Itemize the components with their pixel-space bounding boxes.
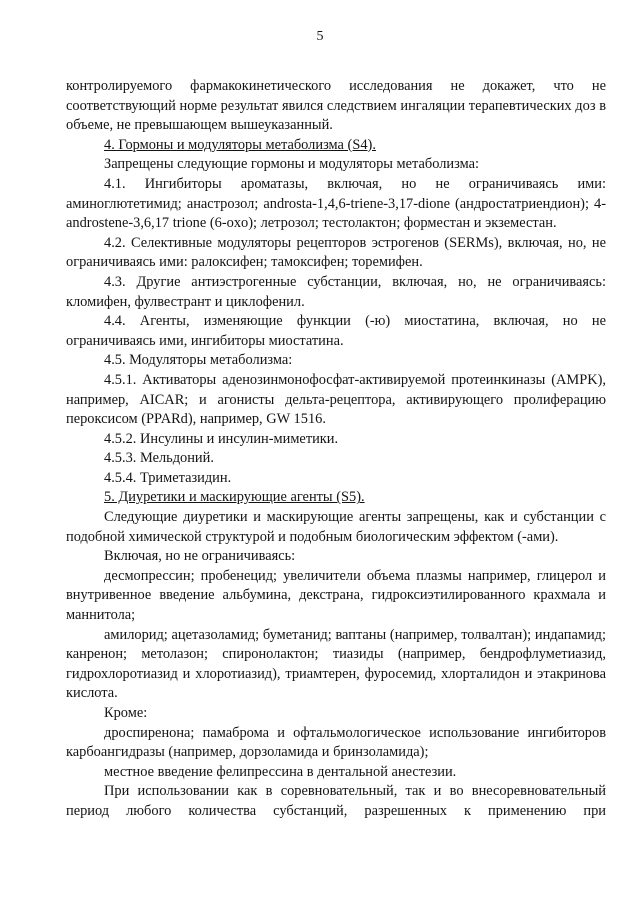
paragraph-4-5-3: 4.5.3. Мельдоний.: [104, 450, 214, 467]
paragraph-prohibited-hormones: Запрещены следующие гормоны и модуляторы метаболизма:: [104, 156, 479, 173]
document-body: [66, 77, 606, 822]
paragraph-4-3: 4.3. Другие антиэстрогенные субстанции, включая, но, не ограничиваясь: кломифен, фулвестрант и циклофенил.: [66, 273, 606, 310]
paragraph-including: Включая, но не ограничиваясь:: [104, 548, 296, 565]
paragraph-diuretics-intro: Следующие диуретики и маскирующие агенты запрещены, как и субстанции с подобной химической структурой и подобным биологическим эффектом (-ами).: [66, 509, 606, 545]
paragraph-except: Кроме:: [104, 705, 148, 721]
paragraph-4-4: 4.4. Агенты, изменяющие функции (-ю) миостатина, включая, но не ограничиваясь ими, ингибиторы миостатина.: [66, 313, 606, 349]
paragraph-4-1: 4.1. Ингибиторы ароматазы, включая, но не ограничиваясь ими: аминоглютетимид; анастрозол; androsta-1,4,6-triene-3,17-dione (андростатриендион); 4-androstene-3,6,17 trione (6-oxo); летрозол; тестолактон; форместан и экземестан.: [66, 175, 606, 232]
paragraph-4-5: 4.5. Модуляторы метаболизма:: [104, 352, 293, 369]
paragraph-felypressin: местное введение фелипрессина в дентальной анестезии.: [104, 763, 457, 780]
section-heading-s5: 5. Диуретики и маскирующие агенты (S5).: [104, 489, 365, 506]
paragraph-continues-next-page: При использовании как в соревновательный, так и во внесоревновательный период любого количества субстанций, разрешенных к применению при: [66, 783, 606, 819]
paragraph-4-2: 4.2. Селективные модуляторы рецепторов эстрогенов (SERMs), включая, но, не ограничиваясь ими: ралоксифен; тамоксифен; торемифен.: [66, 234, 606, 271]
paragraph-4-5-4: 4.5.4. Триметазидин.: [104, 469, 232, 486]
paragraph-amiloride: амилорид; ацетазоламид; буметанид; ваптаны (например, толвалтан); индапамид; канренон; метолазон; спиронолактон; тиазиды (например, бендрофлуметиазид, гидрохлоротиазид и хлоротиазид), триамтерен, фуросемид, хлорталидон и этакринова кислота.: [66, 626, 606, 702]
paragraph-4-5-2: 4.5.2. Инсулины и инсулин-миметики.: [104, 430, 339, 447]
paragraph-continuation: контролируемого фармакокинетического исследования не докажет, что не соответствующий норме результат явился следствием ингаляции терапевтических доз в объеме, не превышающем вышеуказанный.: [66, 78, 606, 134]
paragraph-desmopressin: десмопрессин; пробенецид; увеличители объема плазмы например, глицерол и внутривенное введение альбумина, декстрана, гидроксиэтилированного крахмала и маннитола;: [66, 567, 606, 624]
page-number: 5: [316, 29, 324, 44]
section-heading-s4: 4. Гормоны и модуляторы метаболизма (S4).: [104, 136, 376, 153]
paragraph-4-5-1: 4.5.1. Активаторы аденозинмонофосфат-активируемой протеинкиназы (AMPK), например, AICAR; и агонисты дельта-рецептора, активирующего пролиферацию пероксисом (PPARd), например, GW 1516.: [66, 371, 606, 428]
paragraph-drospirenone: дроспиренона; памаброма и офтальмологическое использование ингибиторов карбоангидразы (например, дорзоламида и бринзоламида);: [66, 724, 606, 761]
